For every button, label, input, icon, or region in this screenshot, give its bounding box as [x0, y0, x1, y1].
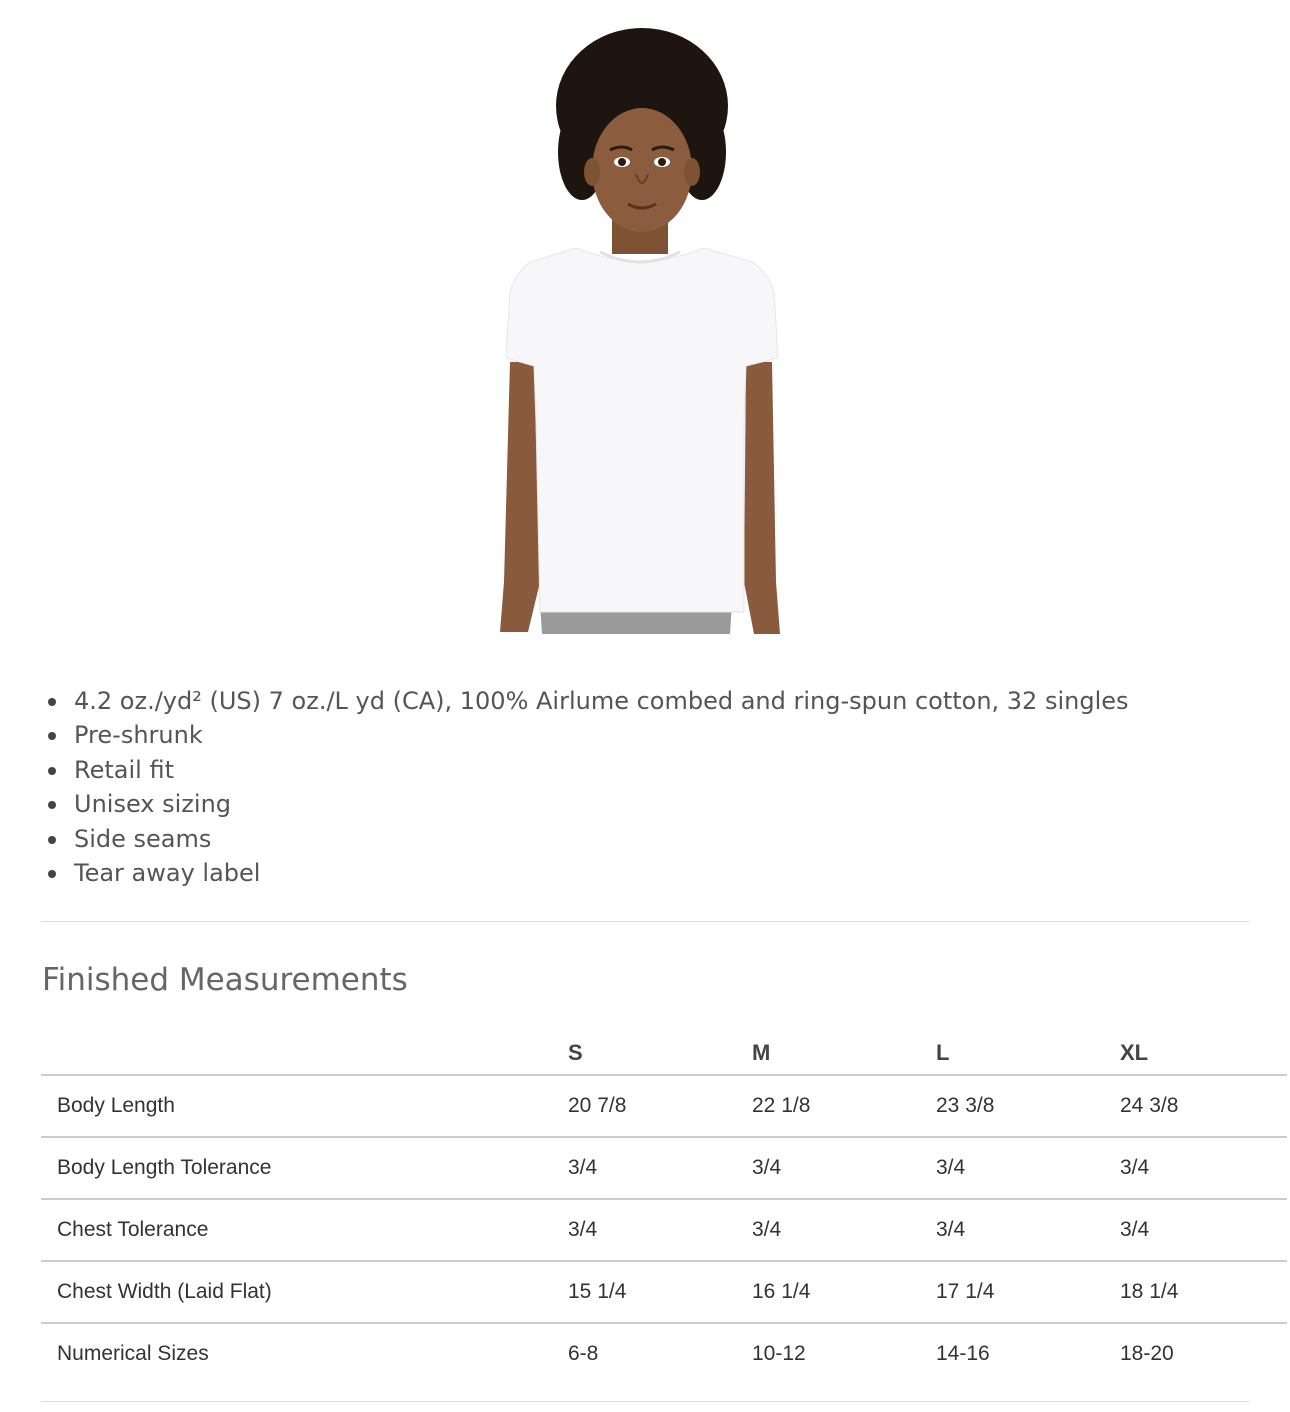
table-cell: 10-12	[752, 1342, 806, 1365]
bullet-icon	[48, 870, 56, 878]
list-item	[44, 856, 1129, 890]
feature-text: Tear away label	[74, 858, 261, 887]
table-cell: 24 3/8	[1104, 1075, 1287, 1137]
table-cell: 3/4	[552, 1137, 736, 1199]
bullet-icon	[48, 801, 56, 809]
bullet-icon	[48, 767, 56, 775]
section-divider	[41, 921, 1249, 922]
list-item	[44, 718, 1129, 752]
list-item	[44, 822, 1129, 856]
table-cell: 6-8	[568, 1342, 599, 1365]
header-cell-empty	[41, 1032, 552, 1075]
bullet-icon	[48, 698, 56, 706]
table-cell: 17 1/4	[920, 1261, 1104, 1323]
table-cell: 3/4	[920, 1137, 1104, 1199]
bottom-divider	[41, 1401, 1249, 1402]
feature-list	[44, 684, 1129, 890]
table-header-row	[41, 1032, 1287, 1075]
list-item	[44, 753, 1129, 787]
table-row	[41, 1199, 1287, 1261]
feature-text: Retail fit	[74, 755, 174, 784]
size-header: L	[920, 1032, 1104, 1075]
table-cell: 3/4	[736, 1199, 920, 1261]
row-label: Chest Width (Laid Flat)	[41, 1261, 552, 1323]
list-item	[44, 787, 1129, 821]
feature-text: Side seams	[74, 824, 212, 853]
row-label: Chest Tolerance	[41, 1199, 552, 1261]
list-item	[44, 684, 1129, 718]
feature-text: 4.2 oz./yd² (US) 7 oz./L yd (CA), 100% Airlume combed and ring-spun cotton, 32 singles	[74, 687, 1129, 715]
bullet-icon	[48, 732, 56, 740]
table-cell: 3/4	[736, 1137, 920, 1199]
child-white-tshirt-photo-icon	[500, 22, 780, 634]
feature-text: Pre-shrunk	[74, 721, 203, 750]
size-header: XL	[1104, 1032, 1287, 1075]
table-cell: 23 3/8	[920, 1075, 1104, 1137]
feature-text: Unisex sizing	[74, 790, 232, 819]
row-label: Numerical Sizes	[57, 1342, 209, 1365]
table-cell: 22 1/8	[736, 1075, 920, 1137]
table-cell: 15 1/4	[552, 1261, 736, 1323]
size-header: S	[552, 1032, 736, 1075]
table-cell: 3/4	[1104, 1137, 1287, 1199]
table-cell: 18-20	[1120, 1342, 1174, 1365]
table-row	[41, 1261, 1287, 1323]
size-header: M	[736, 1032, 920, 1075]
table-cell: 18 1/4	[1104, 1261, 1287, 1323]
row-label: Body Length	[41, 1075, 552, 1137]
bullet-icon	[48, 836, 56, 844]
table-cell: 20 7/8	[552, 1075, 736, 1137]
row-label: Body Length Tolerance	[41, 1137, 552, 1199]
table-row	[41, 1075, 1287, 1137]
table-cell: 3/4	[920, 1199, 1104, 1261]
table-cell: 16 1/4	[736, 1261, 920, 1323]
product-photo	[500, 22, 780, 634]
section-title: Finished Measurements	[42, 962, 408, 998]
table-row	[41, 1137, 1287, 1199]
table-cell: 14-16	[936, 1342, 990, 1365]
measurements-table	[41, 1032, 1287, 1384]
table-row	[41, 1323, 1287, 1384]
table-cell: 3/4	[1104, 1199, 1287, 1261]
table-cell: 3/4	[552, 1199, 736, 1261]
